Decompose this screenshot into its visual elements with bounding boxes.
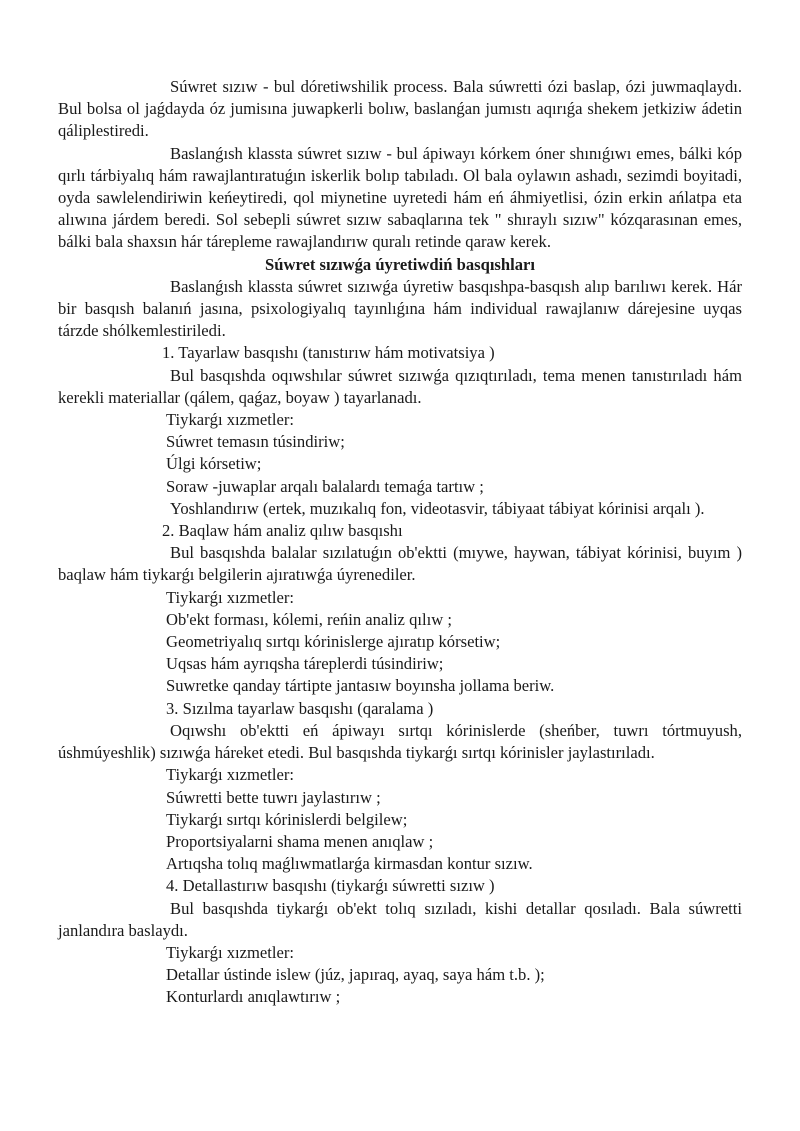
list-label: Tiykarǵı xızmetler: — [166, 765, 294, 785]
list-item: Soraw -juwaplar arqalı balalardı temaǵa tartıw ; — [166, 476, 484, 496]
stage-heading-4: 4. Detallastırıw basqıshı (tiykarǵı súwretti sızıw ) — [166, 876, 495, 896]
paragraph-stage-1: Bul basqıshda oqıwshılar súwret sızıwǵa qızıqtırıladı, tema menen tanıstırıladı hám kerekli materiallar (qálem, qaǵaz, boyaw ) tayarlanadı. — [58, 365, 742, 407]
list-item: Súwret temasın túsindiriw; — [166, 432, 345, 452]
list-label: Tiykarǵı xızmetler: — [166, 410, 294, 430]
list-item: Úlgi kórsetiw; — [166, 454, 262, 474]
stage-heading-1: 1. Tayarlaw basqıshı (tanıstırıw hám motivatsiya ) — [162, 343, 495, 363]
list-item: Súwretti bette tuwrı jaylastırıw ; — [166, 787, 381, 807]
stage-heading-3: 3. Sızılma tayarlaw basqıshı (qaralama ) — [166, 698, 434, 718]
section-heading: Súwret sızıwǵa úyretiwdiń basqıshları — [265, 254, 535, 274]
list-item: Artıqsha tolıq maǵlıwmatlarǵa kirmasdan kontur sızıw. — [166, 854, 533, 874]
list-label: Tiykarǵı xızmetler: — [166, 587, 294, 607]
stage-heading-2: 2. Baqlaw hám analiz qılıw basqıshı — [162, 521, 403, 541]
list-item: Uqsas hám ayrıqsha táreplerdi túsindiriw; — [166, 654, 444, 674]
list-item: Detallar ústinde islew (júz, japıraq, ayaq, saya hám t.b. ); — [166, 965, 545, 985]
list-item: Suwretke qanday tártipte jantasıw boyınsha jollama beriw. — [166, 676, 555, 696]
list-item: Ob'ekt forması, kólemi, reńin analiz qılıw ; — [166, 609, 452, 629]
list-item: Tiykarǵı sırtqı kórinislerdi belgilew; — [166, 809, 408, 829]
paragraph-stages-intro: Baslanǵısh klassta súwret sızıwǵa úyretiw basqıshpa-basqısh alıp barılıwı kerek. Hár bir basqısh balanıń jasına, psixologiyalıq tayınlıǵına hám individual rawajlanıw dárejesine uyqas tárzde shólkemlestiriledi. — [58, 276, 742, 341]
list-item: Geometriyalıq sırtqı kórinislerge ajıratıp kórsetiw; — [166, 632, 501, 652]
paragraph-stage-2: Bul basqıshda balalar sızılatuǵın ob'ektti (mıywe, haywan, tábiyat kórinisi, buyım ) baqlaw hám tiykarǵı belgilerin ajıratıwǵa úyrenediler. — [58, 543, 742, 585]
paragraph-creative-process: Súwret sızıw - bul dóretiwshilik process. Bala súwretti ózi baslap, ózi juwmaqlaydı. Bul bolsa ol jaǵdayda óz jumisına juwapkerli bolıw, baslanǵan jumıstı aqırıǵa shekem jetkiziw ádetin qáliplestiredi. — [58, 77, 742, 141]
paragraph-stage-4: Bul basqıshda tiykarǵı ob'ekt tolıq sızıladı, kishi detallar qosıladı. Bala súwretti janlandıra baslaydı. — [58, 898, 742, 940]
list-item-long: Yoshlandırıw (ertek, muzıkalıq fon, videotasvir, tábiyaat tábiyat kórinisi arqalı ). — [170, 498, 705, 518]
paragraph-primary-drawing: Baslanǵısh klassta súwret sızıw - bul ápiwayı kórkem óner shınıǵıwı emes, bálki kóp qırlı tárbiyalıq hám rawajlantıratuǵın iskerlik bolıp tabıladı. Ol bala oylawın ashadı, sezimdi boyitadi, oyda sawlelendiriwin keńeytiredi, qol miynetine uyretedi hám eń áhmiyetlisi, ózin erkin ańlatpa eta alıwına járdem beredi. Sol sebepli súwret sızıw sabaqlarına tek " shıraylı sızıw" kózqarasınan emes, bálki bala shaxsın hár tárepleme rawajlandırıw quralı retinde qaraw kerek. — [58, 143, 742, 252]
paragraph-stage-3: Oqıwshı ob'ektti eń ápiwayı sırtqı kórinislerde (sheńber, tuwrı tórtmuyush, úshmúyeshlik) sızıwǵa háreket etedi. Bul basqıshda tiykarǵı sırtqı kórinisler jaylastırıladı. — [58, 720, 742, 763]
list-item: Konturlardı anıqlawtırıw ; — [166, 987, 341, 1007]
list-item: Proportsiyalarni shama menen anıqlaw ; — [166, 831, 434, 851]
list-label: Tiykarǵı xızmetler: — [166, 942, 294, 962]
